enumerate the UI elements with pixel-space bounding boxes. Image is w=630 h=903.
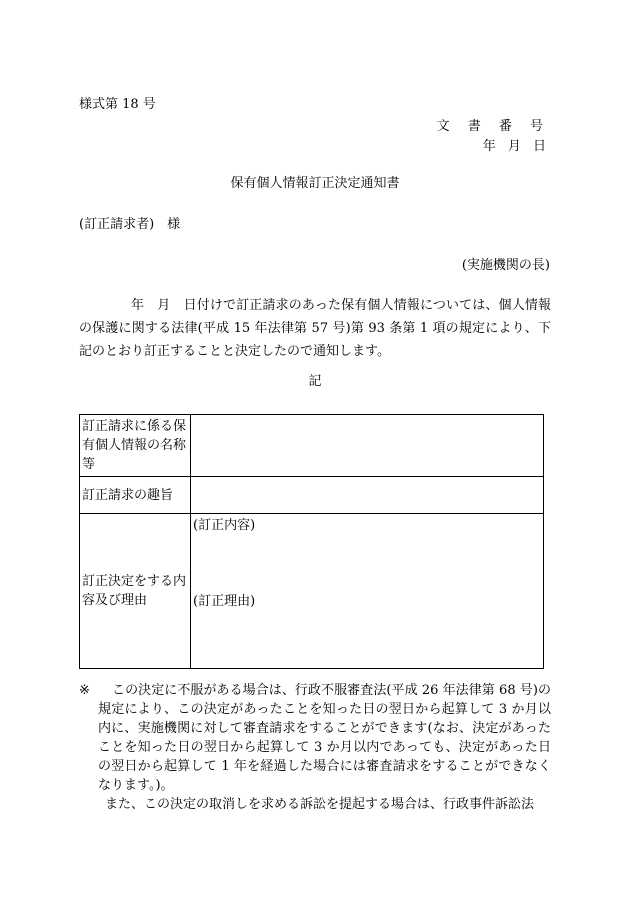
document-date-label: 年 月 日	[482, 139, 550, 154]
content-heading: (訂正内容)	[193, 518, 256, 533]
note-mark: ※	[79, 683, 90, 698]
row2-value	[191, 477, 544, 514]
form-number: 様式第 18 号	[79, 97, 156, 112]
row1-value	[191, 415, 544, 477]
table-row	[80, 415, 544, 477]
row3-label: 訂正決定をする内容及び理由	[80, 514, 191, 669]
document-title: 保有個人情報訂正決定通知書	[230, 176, 400, 191]
note-text: この決定に不服がある場合は、行政不服審査法(平成 26 年法律第 68 号)の規定により、この決定があったことを知った日の翌日から起算して 3 か月以内に、実施機関に対して審査請求をすることができます(なお、決定があったことを知った日の翌日から起算して 3 か月以内であっても、決定があった日の翌日から起算して 1 年を経過した場合には審査請求をすることができなくなります。)。	[98, 683, 551, 793]
row3-value	[191, 514, 544, 669]
decision-table	[79, 414, 544, 669]
appeal-note	[79, 681, 551, 795]
ki-heading: 記	[308, 374, 322, 389]
table-row	[80, 477, 544, 514]
table-row	[80, 514, 544, 669]
lawsuit-note: また、この決定の取消しを求める訴訟を提起する場合は、行政事件訴訟法	[105, 797, 535, 812]
row1-label: 訂正請求に係る保有個人情報の名称等	[80, 415, 191, 477]
body-paragraph: 年 月 日付けで訂正請求のあった保有個人情報については、個人情報の保護に関する法律(平成 15 年法律第 57 号)第 93 条第 1 項の規定により、下記のとおり訂正することと決定したので通知します。	[79, 298, 551, 359]
row2-label: 訂正請求の趣旨	[80, 477, 191, 514]
reason-heading: (訂正理由)	[193, 594, 256, 609]
document-number-label: 文 書 番 号	[436, 119, 550, 134]
sender-line: (実施機関の長)	[461, 258, 550, 273]
recipient-line: (訂正請求者) 様	[79, 217, 181, 232]
